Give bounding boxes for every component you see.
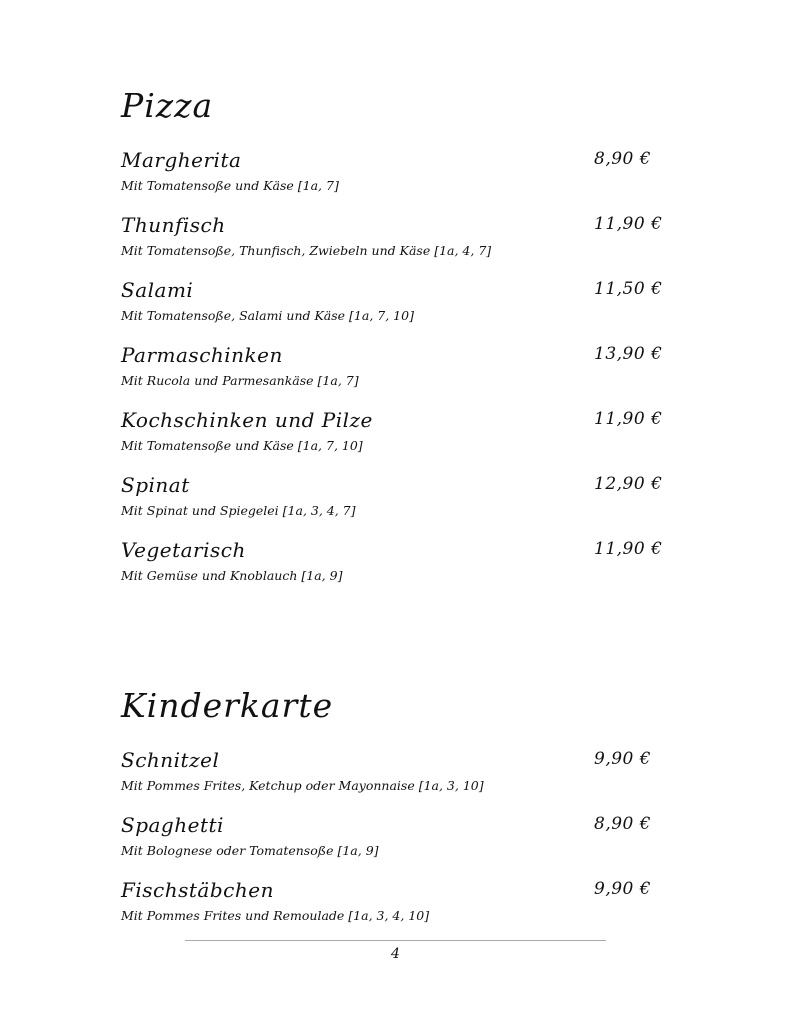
item-name: Kochschinken und Pilze bbox=[121, 408, 373, 432]
item-price: 8,90 € bbox=[594, 149, 652, 169]
item-description: Mit Tomatensoße und Käse [1a, 7, 10] bbox=[121, 438, 363, 453]
item-description: Mit Tomatensoße und Käse [1a, 7] bbox=[121, 178, 339, 193]
item-description: Mit Gemüse und Knoblauch [1a, 9] bbox=[121, 568, 343, 583]
kinderkarte-menu-list bbox=[121, 748, 681, 943]
item-price: 11,90 € bbox=[594, 409, 663, 429]
menu-item bbox=[121, 343, 681, 408]
item-price: 9,90 € bbox=[594, 879, 652, 899]
page-number: 4 bbox=[391, 946, 400, 962]
item-description: Mit Tomatensoße, Salami und Käse [1a, 7, 10] bbox=[121, 308, 414, 323]
item-name: Parmaschinken bbox=[121, 343, 283, 367]
item-name: Fischstäbchen bbox=[121, 878, 274, 902]
menu-item bbox=[121, 148, 681, 213]
menu-item bbox=[121, 538, 681, 603]
item-price: 11,90 € bbox=[594, 214, 663, 234]
item-price: 11,90 € bbox=[594, 539, 663, 559]
menu-item bbox=[121, 278, 681, 343]
item-name: Schnitzel bbox=[121, 748, 220, 772]
menu-item bbox=[121, 408, 681, 473]
item-description: Mit Tomatensoße, Thunfisch, Zwiebeln und Käse [1a, 4, 7] bbox=[121, 243, 492, 258]
menu-item bbox=[121, 878, 681, 943]
pizza-menu-list bbox=[121, 148, 681, 603]
item-name: Thunfisch bbox=[121, 213, 226, 237]
section-title-pizza: Pizza bbox=[121, 86, 214, 125]
item-price: 12,90 € bbox=[594, 474, 663, 494]
item-price: 11,50 € bbox=[594, 279, 663, 299]
item-price: 9,90 € bbox=[594, 749, 652, 769]
item-price: 13,90 € bbox=[594, 344, 663, 364]
footer-divider bbox=[185, 940, 606, 941]
item-name: Margherita bbox=[121, 148, 242, 172]
item-description: Mit Spinat und Spiegelei [1a, 3, 4, 7] bbox=[121, 503, 356, 518]
item-description: Mit Rucola und Parmesankäse [1a, 7] bbox=[121, 373, 359, 388]
item-description: Mit Pommes Frites und Remoulade [1a, 3, 4, 10] bbox=[121, 908, 430, 923]
item-price: 8,90 € bbox=[594, 814, 652, 834]
section-title-kinderkarte: Kinderkarte bbox=[121, 686, 334, 725]
item-description: Mit Bolognese oder Tomatensoße [1a, 9] bbox=[121, 843, 379, 858]
item-name: Salami bbox=[121, 278, 194, 302]
item-name: Vegetarisch bbox=[121, 538, 246, 562]
item-name: Spaghetti bbox=[121, 813, 224, 837]
menu-item bbox=[121, 813, 681, 878]
menu-item bbox=[121, 213, 681, 278]
menu-item bbox=[121, 473, 681, 538]
item-description: Mit Pommes Frites, Ketchup oder Mayonnaise [1a, 3, 10] bbox=[121, 778, 484, 793]
item-name: Spinat bbox=[121, 473, 190, 497]
menu-item bbox=[121, 748, 681, 813]
